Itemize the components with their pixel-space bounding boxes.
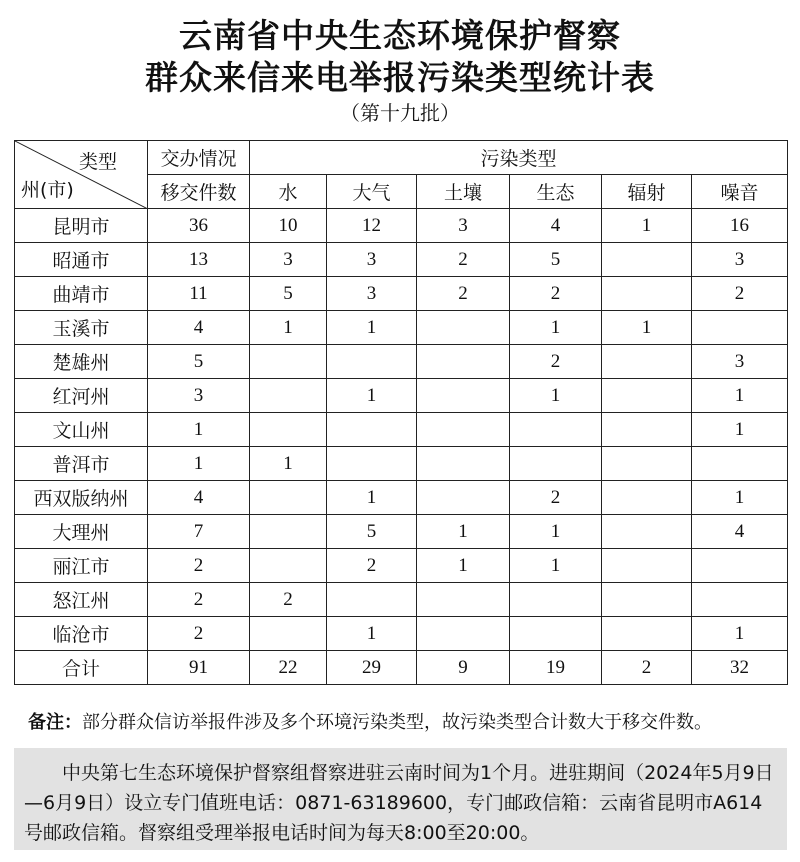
- table-cell: [602, 345, 692, 379]
- table-cell: 1: [250, 311, 327, 345]
- region-name: 文山州: [15, 413, 148, 447]
- diag-label-type: 类型: [78, 151, 117, 173]
- header-row-1: [15, 141, 788, 175]
- table-cell: 1: [327, 481, 417, 515]
- table-cell: [250, 379, 327, 413]
- table-cell: 3: [250, 243, 327, 277]
- table-cell: 9: [417, 651, 510, 685]
- info-text: 中央第七生态环境保护督察组督察进驻云南时间为1个月。进驻期间（2024年5月9日—6月9日）设立专门值班电话：0871-63189600，专门邮政信箱：云南省昆明市A614号邮政信箱。督察组受理举报电话时间为每天8:00至20:00。: [24, 762, 774, 844]
- table-cell: 2: [417, 277, 510, 311]
- region-name: 临沧市: [15, 617, 148, 651]
- table-row: [15, 481, 788, 515]
- region-name: 普洱市: [15, 447, 148, 481]
- table-cell: [250, 549, 327, 583]
- column-header: 移交件数: [148, 175, 250, 209]
- table-cell: 1: [510, 311, 602, 345]
- table-cell: [602, 481, 692, 515]
- table-cell: [602, 413, 692, 447]
- table-cell: 1: [602, 311, 692, 345]
- note-text: 部分群众信访举报件涉及多个环境污染类型，故污染类型合计数大于移交件数。: [82, 712, 712, 733]
- table-cell: 1: [327, 379, 417, 413]
- table-cell: 7: [148, 515, 250, 549]
- table-cell: [602, 515, 692, 549]
- table-cell: 3: [692, 243, 788, 277]
- table-row: [15, 277, 788, 311]
- table-cell: 2: [510, 345, 602, 379]
- table-cell: [510, 447, 602, 481]
- table-cell: 1: [692, 481, 788, 515]
- table-cell: 4: [148, 311, 250, 345]
- region-name: 昭通市: [15, 243, 148, 277]
- table-row: [15, 447, 788, 481]
- table-cell: [692, 447, 788, 481]
- table-row: [15, 209, 788, 243]
- table-row: [15, 311, 788, 345]
- table-cell: 2: [602, 651, 692, 685]
- table-cell: [602, 617, 692, 651]
- table-cell: 5: [327, 515, 417, 549]
- region-name: 大理州: [15, 515, 148, 549]
- table-cell: 32: [692, 651, 788, 685]
- region-name: 昆明市: [15, 209, 148, 243]
- table-cell: 3: [327, 277, 417, 311]
- table-row: [15, 379, 788, 413]
- table-cell: 2: [148, 617, 250, 651]
- table-cell: 22: [250, 651, 327, 685]
- table-cell: [417, 447, 510, 481]
- table-cell: 4: [692, 515, 788, 549]
- title-line-1: 云南省中央生态环境保护督察: [179, 16, 621, 55]
- region-name: 怒江州: [15, 583, 148, 617]
- table-cell: [510, 413, 602, 447]
- table-cell: 1: [417, 549, 510, 583]
- column-header: 噪音: [692, 175, 788, 209]
- table-cell: 5: [250, 277, 327, 311]
- table-cell: 2: [148, 583, 250, 617]
- region-name: 红河州: [15, 379, 148, 413]
- table-cell: [250, 617, 327, 651]
- table-row: [15, 413, 788, 447]
- table-cell: 13: [148, 243, 250, 277]
- diagonal-header-cell: [15, 141, 148, 209]
- table-row: [15, 583, 788, 617]
- table-cell: 12: [327, 209, 417, 243]
- table-cell: [692, 583, 788, 617]
- table-cell: 2: [692, 277, 788, 311]
- table-cell: [250, 345, 327, 379]
- table-cell: [602, 447, 692, 481]
- table-cell: [510, 617, 602, 651]
- table-cell: 2: [148, 549, 250, 583]
- table-cell: 1: [510, 549, 602, 583]
- column-header: 大气: [327, 175, 417, 209]
- table-cell: [417, 583, 510, 617]
- total-row: [15, 651, 788, 685]
- table-cell: [327, 583, 417, 617]
- table-cell: 11: [148, 277, 250, 311]
- column-header: 辐射: [602, 175, 692, 209]
- table-cell: 2: [327, 549, 417, 583]
- table-cell: [327, 413, 417, 447]
- table-row: [15, 515, 788, 549]
- region-name: 曲靖市: [15, 277, 148, 311]
- table-row: [15, 617, 788, 651]
- table-cell: 2: [510, 481, 602, 515]
- region-name: 西双版纳州: [15, 481, 148, 515]
- note: [28, 708, 712, 734]
- table-cell: 5: [510, 243, 602, 277]
- table-cell: 16: [692, 209, 788, 243]
- info-box: [14, 748, 787, 850]
- table-cell: 1: [602, 209, 692, 243]
- region-name: 楚雄州: [15, 345, 148, 379]
- total-label: 合计: [15, 651, 148, 685]
- table-cell: 2: [510, 277, 602, 311]
- table-cell: 1: [692, 379, 788, 413]
- column-header: 水: [250, 175, 327, 209]
- table-cell: 1: [148, 447, 250, 481]
- table-cell: [692, 549, 788, 583]
- table-cell: 3: [417, 209, 510, 243]
- table-cell: 1: [692, 617, 788, 651]
- note-label: 备注：: [28, 712, 82, 733]
- table-cell: 1: [510, 379, 602, 413]
- table-cell: 4: [148, 481, 250, 515]
- table-cell: 91: [148, 651, 250, 685]
- table-cell: [417, 413, 510, 447]
- table-cell: 1: [148, 413, 250, 447]
- table-cell: 10: [250, 209, 327, 243]
- table-cell: [602, 379, 692, 413]
- region-name: 丽江市: [15, 549, 148, 583]
- table-cell: 3: [148, 379, 250, 413]
- header-handle-group: 交办情况: [148, 141, 250, 175]
- title-line-2: 群众来信来电举报污染类型统计表: [145, 58, 655, 97]
- table-cell: 1: [417, 515, 510, 549]
- header-pollution-group: 污染类型: [250, 141, 788, 175]
- table-row: [15, 345, 788, 379]
- table-row: [15, 549, 788, 583]
- table-cell: [602, 549, 692, 583]
- table-cell: [327, 345, 417, 379]
- column-header: 土壤: [417, 175, 510, 209]
- subtitle: （第十九批）: [340, 101, 460, 125]
- table-cell: 29: [327, 651, 417, 685]
- table-cell: [510, 583, 602, 617]
- table-cell: 2: [417, 243, 510, 277]
- table-cell: 1: [327, 617, 417, 651]
- table-cell: 19: [510, 651, 602, 685]
- table-cell: [417, 311, 510, 345]
- diag-label-region: 州(市): [21, 179, 74, 201]
- table-cell: 1: [327, 311, 417, 345]
- column-header: 生态: [510, 175, 602, 209]
- table-cell: [692, 311, 788, 345]
- table-cell: [602, 277, 692, 311]
- table-cell: [250, 413, 327, 447]
- table-cell: [250, 515, 327, 549]
- table-cell: [417, 481, 510, 515]
- table-cell: [417, 617, 510, 651]
- pollution-stats-table: [14, 140, 788, 685]
- table-cell: [417, 345, 510, 379]
- table-cell: 2: [250, 583, 327, 617]
- table-cell: [250, 481, 327, 515]
- table-cell: 5: [148, 345, 250, 379]
- table-cell: [417, 379, 510, 413]
- table-cell: 4: [510, 209, 602, 243]
- table-cell: 3: [692, 345, 788, 379]
- table-cell: 1: [510, 515, 602, 549]
- table-row: [15, 243, 788, 277]
- table-cell: [602, 243, 692, 277]
- table-cell: [602, 583, 692, 617]
- table-cell: 36: [148, 209, 250, 243]
- region-name: 玉溪市: [15, 311, 148, 345]
- table-cell: 1: [250, 447, 327, 481]
- table-cell: 1: [692, 413, 788, 447]
- table-cell: 3: [327, 243, 417, 277]
- table-cell: [327, 447, 417, 481]
